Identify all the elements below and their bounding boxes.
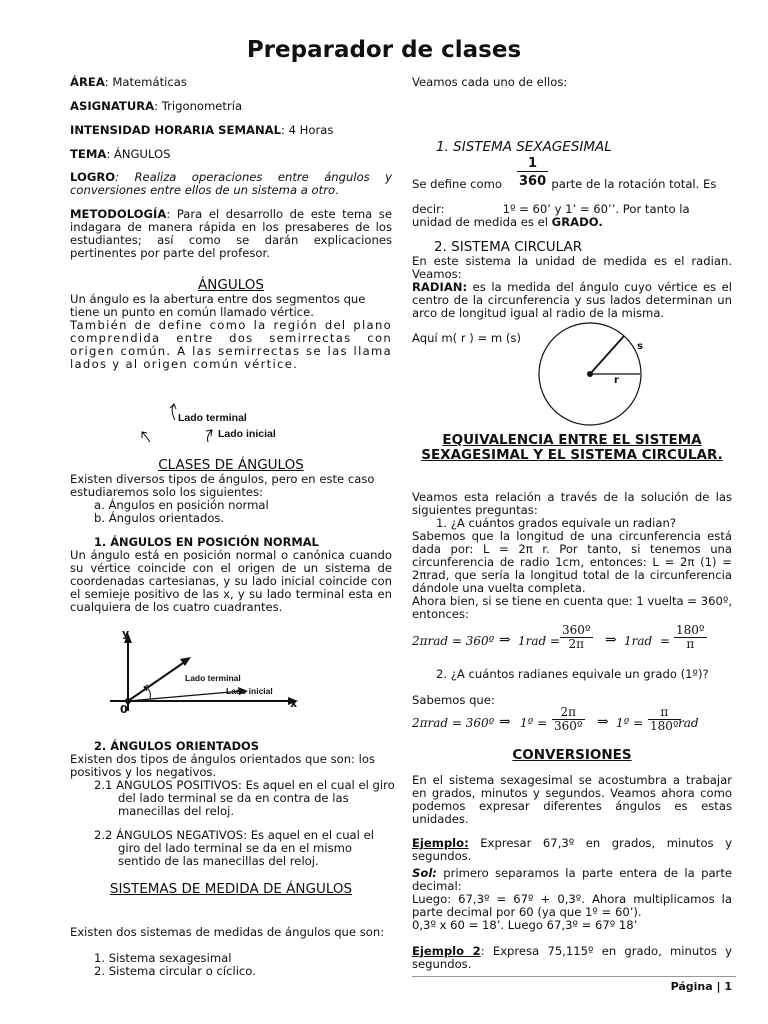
axis-x-label: x xyxy=(290,697,298,710)
orientados-negativos: 2.2 ÁNGULOS NEGATIVOS: Es aquel en el cual el giro del lado terminal se da en el mismo sentido de las manecillas del reloj. xyxy=(94,828,374,868)
solucion-intro: Sol: primero separamos la parte entera de la parte decimal: xyxy=(412,866,732,893)
circle-radius-label: r xyxy=(614,375,619,386)
solucion-linea-1: Luego: 67,3º = 67º + 0,3º. Ahora multiplicamos la parte decimal por 60 (ya que 1º = 60’). xyxy=(412,892,732,919)
angulos-definition-2: También de define como la región del plano comprendida entre dos semirrectas con origen común. A las semirrectas se las llama lados y al origen común vértice. xyxy=(70,318,392,371)
sexagesimal-heading: 1. SISTEMA SEXAGESIMAL xyxy=(436,139,612,155)
axis-y-label: y xyxy=(122,627,130,640)
sexagesimal-unidad: unidad de medida es el GRADO. xyxy=(412,215,603,229)
sistemas-intro: Existen dos sistemas de medidas de ángulos que son: xyxy=(70,925,385,939)
solucion-linea-2: 0,3º x 60 = 18’. Luego 67,3º = 67º 18’ xyxy=(412,918,638,932)
formula-2-frac-a: $\frac{2\pi}{\text{360º}}$ xyxy=(554,705,583,733)
orientados-heading: 2. ÁNGULOS ORIENTADOS xyxy=(94,739,259,753)
formula-1-frac-a: $\frac{\text{360º}}{2\pi}$ xyxy=(562,623,591,651)
question-2-sabemos: Sabemos que: xyxy=(412,693,495,707)
orientados-positivos: 2.1 ANGULOS POSITIVOS: Es aquel en el cual el giro del lado terminal se da en contra de las manecillas del reloj. xyxy=(94,778,395,818)
footer-divider xyxy=(412,976,736,977)
equivalencia-intro: Veamos esta relación a través de la solución de las siguientes preguntas: xyxy=(412,490,732,517)
circle-arc-label: s xyxy=(637,341,643,352)
meta-logro: LOGRO: Realiza operaciones entre ángulos y conversiones entre ellos de un sistema a otro. xyxy=(70,170,392,197)
section-sistemas-heading: SISTEMAS DE MEDIDA DE ÁNGULOS xyxy=(109,881,353,897)
page-title: Preparador de clases xyxy=(246,37,522,63)
formula-2-frac-b: $\frac{\pi}{\text{180º}}$ xyxy=(650,705,679,733)
diagram-lado-terminal: Lado terminal xyxy=(185,673,241,683)
meta-area: ÁREA: Matemáticas xyxy=(70,75,187,89)
circular-intro: En este sistema la unidad de medida es el radian. Veamos: xyxy=(412,254,732,281)
fraction-numerator: 1 xyxy=(517,156,548,172)
page-number: Página | 1 xyxy=(670,980,732,993)
clases-item-a: a. Ángulos en posición normal xyxy=(94,498,269,512)
label-lado-terminal: Lado terminal xyxy=(178,412,247,424)
posicion-normal-heading: 1. ÁNGULOS EN POSICIÓN NORMAL xyxy=(94,535,319,549)
conversiones-heading: CONVERSIONES xyxy=(512,747,632,763)
formula-1-frac-b: $\frac{\text{180º}}{\pi}$ xyxy=(676,623,705,651)
veamos-text: Veamos cada uno de ellos: xyxy=(412,75,568,89)
formula-1: 2πrad = 360º ⇒ 1rad = $\frac{\text{360º}}{2\pi}$ ⇒ 1rad = $\frac{\text{180º}}{\pi}$ xyxy=(412,623,705,651)
label-lado-inicial: Lado inicial xyxy=(218,428,276,440)
meta-metodologia: METODOLOGÍA: Para el desarrollo de este tema se indagara de manera rápida en los presaberes de los estudiantes; así como se darán explicaciones pertinentes por parte del profesor. xyxy=(70,207,392,260)
fraction-denominator: 360 xyxy=(519,174,547,189)
meta-intensidad: INTENSIDAD HORARIA SEMANAL: 4 Horas xyxy=(70,123,334,137)
radian-circle xyxy=(530,318,660,430)
ejemplo-2: Ejemplo 2: Expresa 75,115º en grado, minutos y segundos. xyxy=(412,944,732,971)
origin-label: 0 xyxy=(120,703,128,716)
sistemas-item-1: 1. Sistema sexagesimal xyxy=(94,951,232,965)
clases-item-b: b. Ángulos orientados. xyxy=(94,511,225,525)
ejemplo-1: Ejemplo: Expresar 67,3º en grados, minutos y segundos. xyxy=(412,836,732,863)
circular-heading: 2. SISTEMA CIRCULAR xyxy=(434,239,583,255)
section-angulos-heading: ÁNGULOS xyxy=(198,277,264,293)
formula-2: 2πrad = 360º ⇒ 1º = $\frac{2\pi}{\text{360º}}$ ⇒ 1º = $\frac{\pi}{\text{180º}}$ rad xyxy=(412,705,699,733)
question-1-text-2: Ahora bien, si se tiene en cuenta que: 1 vuelta = 360º, entonces: xyxy=(412,594,733,621)
radian-definition: RADIAN: es la medida del ángulo cuyo vértice es el centro de la circunferencia y sus lados determinan un arco de longitud igual al radio de la misma. xyxy=(412,280,732,320)
sistemas-item-2: 2. Sistema circular o cíclico. xyxy=(94,964,256,978)
meta-asignatura: ASIGNATURA: Trigonometría xyxy=(70,99,243,113)
question-1-text: Sabemos que la longitud de una circunferencia está dada por: L = 2π r. Por tanto, si tenemos una circunferencia de radio 1cm, entonces: L = 2π (1) = 2πrad, que sería la longitud total de la circunferencia dándole una vuelta completa. xyxy=(412,529,732,595)
sexagesimal-define: Se define como parte de la rotación total. Es xyxy=(412,177,717,191)
orientados-intro: Existen dos tipos de ángulos orientados que son: los positivos y los negativos. xyxy=(70,752,376,779)
diagram-lado-inicial: Lado inicial xyxy=(226,686,273,696)
meta-tema: TEMA: ÁNGULOS xyxy=(70,147,171,161)
equivalencia-heading: EQUIVALENCIA ENTRE EL SISTEMA SEXAGESIMAL Y EL SISTEMA CIRCULAR. xyxy=(421,432,723,463)
section-clases-heading: CLASES DE ÁNGULOS xyxy=(158,457,304,473)
clases-intro: Existen diversos tipos de ángulos, pero en este caso estudiaremos solo los siguientes: xyxy=(70,472,375,499)
angulos-definition: Un ángulo es la abertura entre dos segmentos que tiene un punto en común llamado vértice. xyxy=(70,292,366,319)
sexagesimal-decir: decir: 1º = 60’ y 1’ = 60’’. Por tanto la xyxy=(412,202,690,216)
conversiones-intro: En el sistema sexagesimal se acostumbra a trabajar en grados, minutos y segundos. Veamos ahora como podemos expresar diferentes ángulos es estas unidades. xyxy=(412,773,732,826)
question-2: 2. ¿A cuántos radianes equivale un grado (1º)? xyxy=(436,667,709,681)
posicion-normal-text: Un ángulo está en posición normal o canónica cuando su vértice coincide con el origen de un sistema de coordenadas cartesianas, y su lado inicial coincide con el semieje positivo de las x, y su lado terminal esta en cualquiera de los cuatro cuadrantes. xyxy=(70,548,392,614)
question-1: 1. ¿A cuántos grados equivale un radian? xyxy=(436,516,676,530)
radian-equality: Aquí m( r ) = m (s) xyxy=(412,331,521,345)
